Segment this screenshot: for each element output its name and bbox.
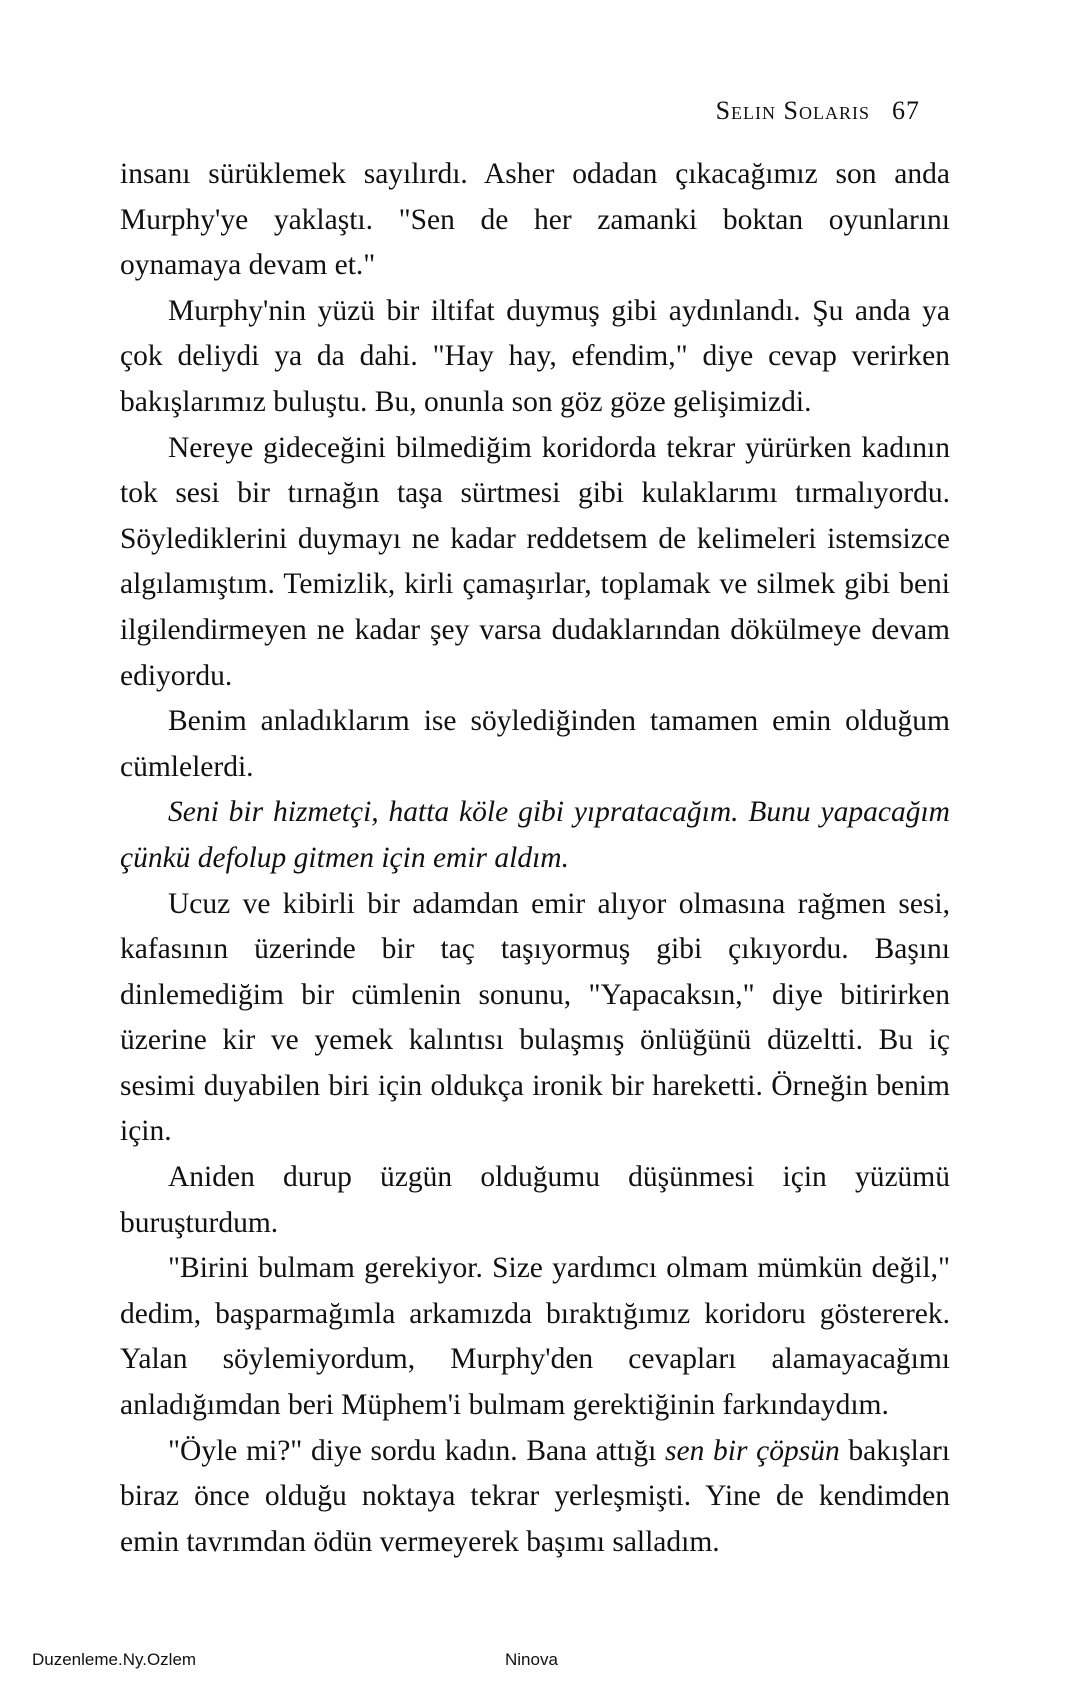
paragraph-4: Benim anladıklarım ise söylediğinden tamamen emin olduğum cümlelerdi. (120, 705, 950, 783)
paragraph-9-end: bakışları biraz önce olduğu noktaya tekrar yerleşmişti. Yine de kendimden emin tavrımdan ödün vermeyerek başımı salladım. (120, 1434, 950, 1558)
footer-credit: Duzenleme.Ny.Ozlem (32, 1650, 197, 1669)
running-head (716, 96, 920, 126)
paragraph-3: Nereye gideceğini bilmediğim koridorda tekrar yürürken kadının tok sesi bir tırnağın taşa sürtmesi gibi kulaklarımı tırmalıyordu. Söylediklerini duymayı ne kadar reddetsem de kelimeleri istemsizce algılamıştım. Temizlik, kirli çamaşırlar, toplamak ve silmek gibi beni ilgilendirmeyen ne kadar şey varsa dudaklarından dökülmeye devam ediyordu. (120, 431, 950, 692)
paragraph-2: Murphy'nin yüzü bir iltifat duymuş gibi aydınlandı. Şu anda ya çok deliydi ya da dahi. "Hay hay, efendim," diye cevap verirken bakışlarımız buluştu. Bu, onunla son göz göze gelişimizdi. (120, 294, 950, 418)
paragraph-1: insanı sürüklemek sayılırdı. Asher odadan çıkacağımız son anda Murphy'ye yaklaştı. "Sen de her zamanki boktan oyunlarını oynamaya devam et." (120, 158, 950, 282)
italic-inner-voice: Seni bir hizmetçi, hatta köle gibi yıpratacağım. Bunu yapacağım çünkü defolup gitmen için emir aldım. (120, 796, 950, 874)
paragraph-8: "Birini bulmam gerekiyor. Size yardımcı olmam mümkün değil," dedim, başparmağımla arkamızda bıraktığımız koridoru göstererek. Yalan söylemiyordum, Murphy'den cevapları alamayacağımı anladığımdan beri Müphem'i bulmam gerektiğinin farkındaydım. (120, 1252, 950, 1422)
paragraph-9-start: "Öyle mi?" diye sordu kadın. Bana attığı (168, 1434, 665, 1467)
running-title: Selin Solaris (715, 96, 870, 125)
paragraph-6: Ucuz ve kibirli bir adamdan emir alıyor olmasına rağmen sesi, kafasının üzerinde bir taç taşıyormuş gibi çıkıyordu. Başını dinlemediğim bir cümlenin sonunu, "Yapacaksın," diye bitirirken üzerine kir ve yemek kalıntısı bulaşmış önlüğünü düzeltti. Bu iç sesimi duyabilen biri için oldukça ironik bir hareketti. Örneğin benim için. (120, 887, 950, 1148)
paragraph-7: Aniden durup üzgün olduğumu düşünmesi için yüzümü buruşturdum. (120, 1161, 950, 1239)
paragraph-9-italic: sen bir çöpsün (665, 1434, 840, 1467)
body-text (120, 152, 950, 1565)
page-number: 67 (892, 96, 920, 125)
paragraph-9 (120, 1429, 950, 1566)
footer-publisher: Ninova (505, 1650, 558, 1669)
